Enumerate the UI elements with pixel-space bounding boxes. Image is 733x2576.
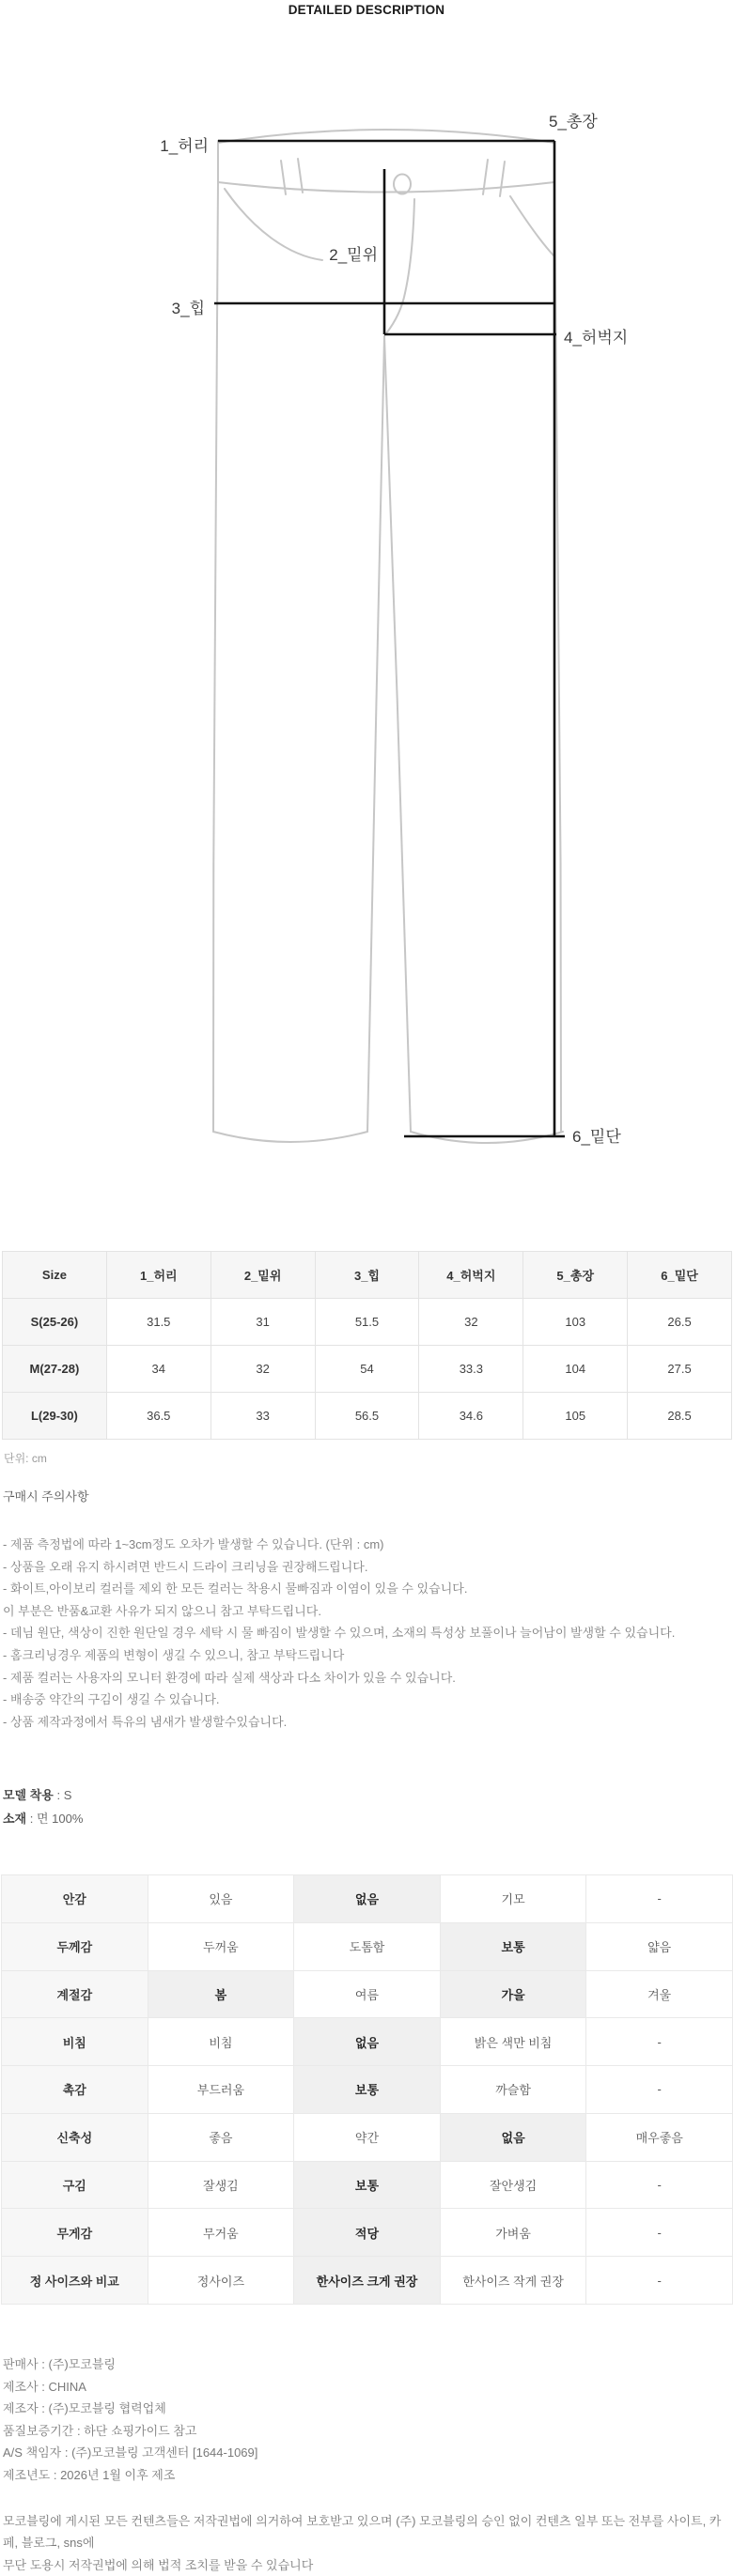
size-table-header: 3_힙 [316,1252,420,1299]
notice-item: - 제품 컬러는 사용자의 모니터 환경에 따라 실제 색상과 다소 차이가 있을 수 있습니다. [3,1670,456,1685]
fabric-option: 밝은 색만 비침 [441,2018,587,2066]
material-line [3,1807,83,1830]
fabric-option: 기모 [441,1875,587,1923]
fabric-option: 약간 [294,2114,441,2162]
size-cell: 51.5 [316,1299,420,1346]
fabric-option: - [586,2018,733,2066]
fabric-option: 부드러움 [148,2066,295,2114]
size-cell: 32 [211,1346,316,1393]
fabric-option-selected: 보통 [294,2162,441,2210]
size-cell: 54 [316,1346,420,1393]
fabric-option: 좋음 [148,2114,295,2162]
size-cell: 33 [211,1393,316,1440]
size-row-label: L(29-30) [3,1393,107,1440]
size-cell: 34.6 [419,1393,523,1440]
measurement-lines [214,141,565,1136]
size-cell: 31.5 [107,1299,211,1346]
size-cell: 36.5 [107,1393,211,1440]
copyright-notice [3,2510,732,2576]
notice-item: - 배송중 약간의 구김이 생길 수 있습니다. [3,1692,220,1707]
material-value: : 면 100% [26,1812,84,1826]
fabric-option: 비침 [148,2018,295,2066]
fabric-option: 두꺼움 [148,1923,295,1971]
diagram-label-length: 5_총장 [549,113,598,131]
size-cell: 103 [523,1299,628,1346]
fabric-option: 잘생김 [148,2162,295,2210]
fabric-option-selected: 보통 [294,2066,441,2114]
model-size-line [3,1783,83,1807]
size-table-header: 5_총장 [523,1252,628,1299]
fabric-option: - [586,2257,733,2305]
fabric-option-selected: 없음 [294,1875,441,1923]
notice-item: - 화이트,아이보리 컬러를 제외 한 모든 컬러는 착용시 물빠짐과 이염이 있을 수 있습니다. [3,1581,468,1597]
fabric-option-selected: 한사이즈 크게 권장 [294,2257,441,2305]
size-cell: 31 [211,1299,316,1346]
fabric-option-selected: 가을 [441,1971,587,2019]
fabric-row-label: 두께감 [2,1923,148,1971]
notice-item: - 데님 원단, 색상이 진한 원단일 경우 세탁 시 물 빠짐이 발생할 수 있으며, 소재의 특성상 보풀이나 늘어남이 발생할 수 있습니다. [3,1626,676,1641]
notice-item: - 홈크리닝경우 제품의 변형이 생길 수 있으니, 참고 부탁드립니다 [3,1647,345,1662]
fabric-option-selected: 없음 [441,2114,587,2162]
notice-item: - 제품 측정법에 따라 1~3cm정도 오차가 발생할 수 있습니다. (단위 : cm) [3,1537,384,1551]
unit-note: 단위: cm [4,1452,47,1465]
seller-info-line: 제조자 : (주)모코블링 협력업체 [3,2401,166,2416]
diagram-label-waist: 1_허리 [160,137,209,155]
fabric-option: 까슬함 [441,2066,587,2114]
seller-info-line: A/S 책임자 : (주)모코블링 고객센터 [1644-1069] [3,2445,258,2460]
fabric-row-label: 신축성 [2,2114,148,2162]
fabric-option-selected: 보통 [441,1923,587,1971]
size-table-header: 6_밑단 [628,1252,732,1299]
size-table [2,1251,732,1440]
fabric-row-label: 안감 [2,1875,148,1923]
fabric-row-label: 계절감 [2,1971,148,2019]
model-size-value: : S [53,1788,72,1802]
size-table-header: 4_허벅지 [419,1252,523,1299]
fabric-option: - [586,1875,733,1923]
fabric-option: 있음 [148,1875,295,1923]
diagram-label-hip: 3_힙 [171,300,205,317]
size-cell: 28.5 [628,1393,732,1440]
fabric-option-selected: 없음 [294,2018,441,2066]
pants-measurement-diagram [0,56,733,1183]
model-info [3,1783,83,1830]
fabric-row-label: 구김 [2,2162,148,2210]
size-cell: 33.3 [419,1346,523,1393]
fabric-option: 겨울 [586,1971,733,2019]
size-table-header: 2_밑위 [211,1252,316,1299]
notice-item: - 상품 제작과정에서 특유의 냄새가 발생할수있습니다. [3,1714,288,1729]
fabric-row-label: 무게감 [2,2209,148,2257]
fabric-option: - [586,2209,733,2257]
seller-info-line: 제조년도 : 2026년 1월 이후 제조 [3,2467,176,2482]
fabric-option-selected: 적당 [294,2209,441,2257]
fabric-option: 잘안생김 [441,2162,587,2210]
notice-list [3,1534,730,1733]
fabric-row-label: 촉감 [2,2066,148,2114]
notice-heading: 구매시 주의사항 [3,1489,89,1504]
fabric-row-label: 정 사이즈와 비교 [2,2257,148,2305]
fabric-option: 도톰함 [294,1923,441,1971]
diagram-label-thigh: 4_허벅지 [564,329,629,347]
seller-info-line: 품질보증기간 : 하단 쇼핑가이드 참고 [3,2423,197,2438]
size-cell: 104 [523,1346,628,1393]
size-cell: 105 [523,1393,628,1440]
fabric-option: 무거움 [148,2209,295,2257]
size-cell: 27.5 [628,1346,732,1393]
seller-info-line: 판매사 : (주)모코블링 [3,2357,116,2371]
fabric-option-selected: 봄 [148,1971,295,2019]
size-cell: 56.5 [316,1393,420,1440]
fabric-option: 정사이즈 [148,2257,295,2305]
fabric-option: 매우좋음 [586,2114,733,2162]
fabric-option: 한사이즈 작게 권장 [441,2257,587,2305]
size-table-header: Size [3,1252,107,1299]
fabric-option: 얇음 [586,1923,733,1971]
copyright-line: 모코블링에 게시된 모든 컨텐츠들은 저작권법에 의거하여 보호받고 있으며 (주) 모코블링의 승인 없이 컨텐츠 일부 또는 전부를 사이트, 카페, 블로그, sns에 [3,2514,722,2551]
fabric-option: 가벼움 [441,2209,587,2257]
diagram-label-hem: 6_밑단 [572,1128,621,1146]
notice-item: 이 부분은 반품&교환 사유가 되지 않으니 참고 부탁드립니다. [3,1603,321,1618]
size-cell: 26.5 [628,1299,732,1346]
fabric-option: - [586,2162,733,2210]
fabric-option: 여름 [294,1971,441,2019]
model-size-label: 모델 착용 [3,1788,54,1802]
page-title: DETAILED DESCRIPTION [288,3,445,17]
fabric-property-table [1,1874,733,2305]
material-label: 소재 [3,1812,27,1826]
fabric-option: - [586,2066,733,2114]
size-cell: 32 [419,1299,523,1346]
size-table-header: 1_허리 [107,1252,211,1299]
pants-outline [213,130,563,1143]
notice-item: - 상품을 오래 유지 하시려면 반드시 드라이 크리닝을 권장해드립니다. [3,1559,368,1574]
size-cell: 34 [107,1346,211,1393]
seller-info [3,2353,257,2487]
copyright-line: 무단 도용시 저작권법에 의해 법적 조치를 받을 수 있습니다 [3,2557,314,2572]
fabric-row-label: 비침 [2,2018,148,2066]
size-row-label: M(27-28) [3,1346,107,1393]
seller-info-line: 제조사 : CHINA [3,2379,86,2394]
size-row-label: S(25-26) [3,1299,107,1346]
diagram-label-crotch: 2_밑위 [329,246,378,264]
